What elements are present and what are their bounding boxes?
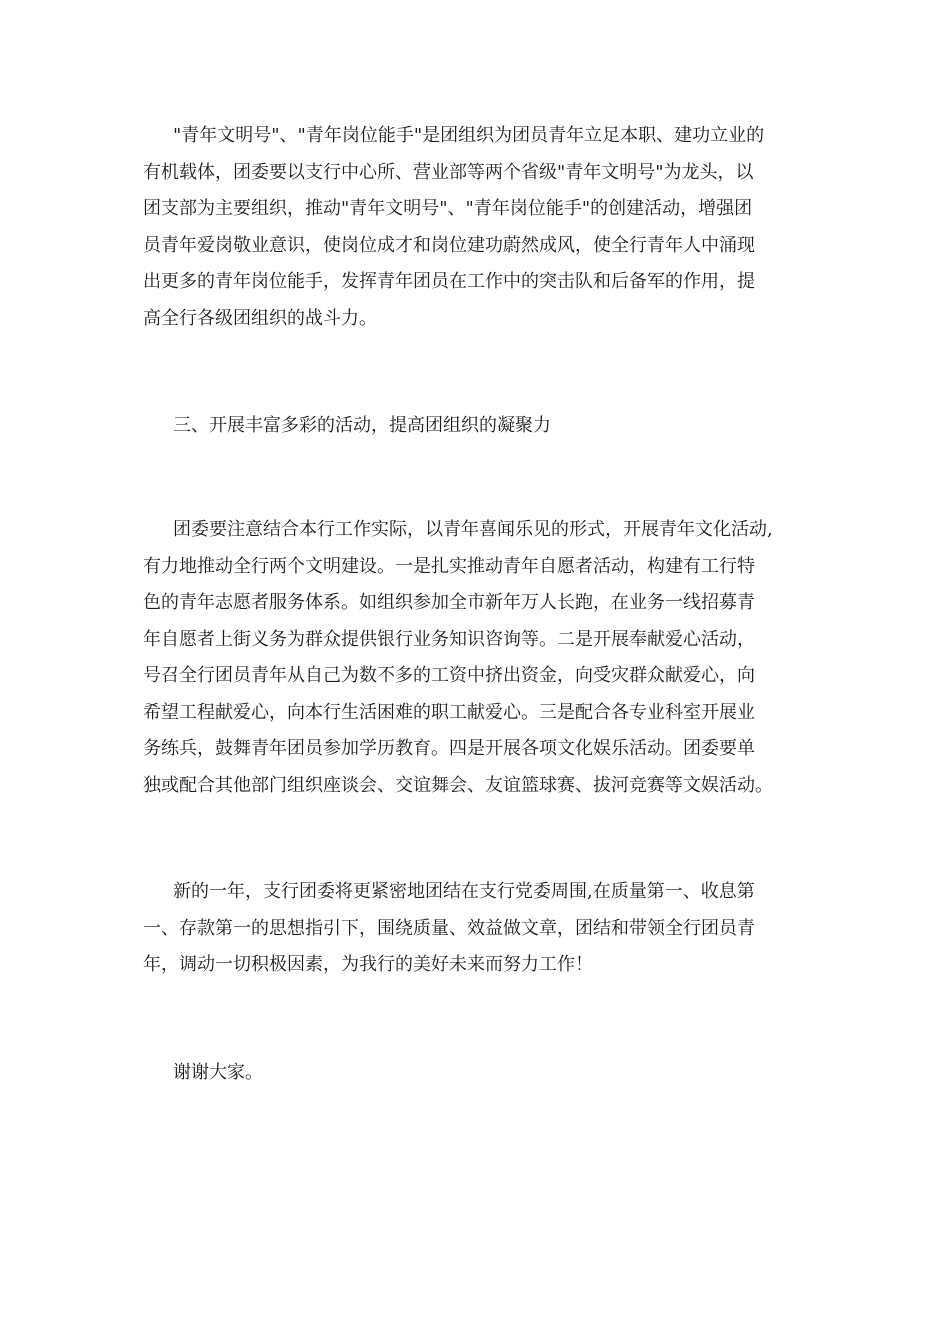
section-heading [143, 408, 805, 445]
section-heading-text: 三、开展丰富多彩的活动，提高团组织的凝聚力 [173, 415, 551, 436]
paragraph-line: 务练兵，鼓舞青年团员参加学历教育。四是开展各项文化娱乐活动。团委要单 [143, 738, 755, 759]
paragraph-new-year [143, 874, 805, 984]
paragraph-line: 员青年爱岗敬业意识，使岗位成才和岗位建功蔚然成风，使全行青年人中涌现 [143, 234, 755, 256]
paragraph-line: 团支部为主要组织，推动"青年文明号"、"青年岗位能手"的创建活动，增强团 [143, 198, 753, 219]
paragraph-line: 号召全行团员青年从自己为数不多的工资中挤出资金，向受灾群众献爱心，向 [143, 665, 755, 686]
paragraph-line: 新的一年，支行团委将更紧密地团结在支行党委周围,在质量第一、收息第 [173, 881, 755, 902]
paragraph-line: 团委要注意结合本行工作实际，以青年喜闻乐见的形式，开展青年文化活动, [173, 519, 773, 540]
paragraph-youth-civilization [143, 118, 805, 337]
paragraph-line: "青年文明号"、"青年岗位能手"是团组织为团员青年立足本职、建功立业的 [173, 125, 765, 146]
closing-text: 谢谢大家。 [173, 1062, 263, 1083]
paragraph-line: 年，调动一切积极因素，为我行的美好未来而努力工作！ [143, 954, 593, 975]
paragraph-line: 有机载体，团委要以支行中心所、营业部等两个省级"青年文明号"为龙头，以 [143, 161, 754, 183]
paragraph-line: 年自愿者上街义务为群众提供银行业务知识咨询等。二是开展奉献爱心活动， [143, 628, 755, 650]
paragraph-line: 独或配合其他部门组织座谈会、交谊舞会、友谊篮球赛、拔河竞赛等文娱活动。 [143, 774, 773, 796]
paragraph-line: 高全行各级团组织的战斗力。 [143, 307, 377, 329]
paragraph-line: 出更多的青年岗位能手，发挥青年团员在工作中的突击队和后备军的作用，提 [143, 271, 755, 292]
paragraph-line: 一、存款第一的思想指引下，围绕质量、效益做文章，团结和带领全行团员青 [143, 917, 755, 939]
paragraph-line: 有力地推动全行两个文明建设。一是扎实推动青年自愿者活动，构建有工行特 [143, 555, 755, 577]
paragraph-line: 希望工程献爱心，向本行生活困难的职工献爱心。三是配合各专业科室开展业 [143, 701, 755, 723]
paragraph-line: 色的青年志愿者服务体系。如组织参加全市新年万人长跑，在业务一线招募青 [143, 592, 755, 613]
closing-remark [143, 1055, 805, 1092]
paragraph-activities [143, 512, 805, 804]
